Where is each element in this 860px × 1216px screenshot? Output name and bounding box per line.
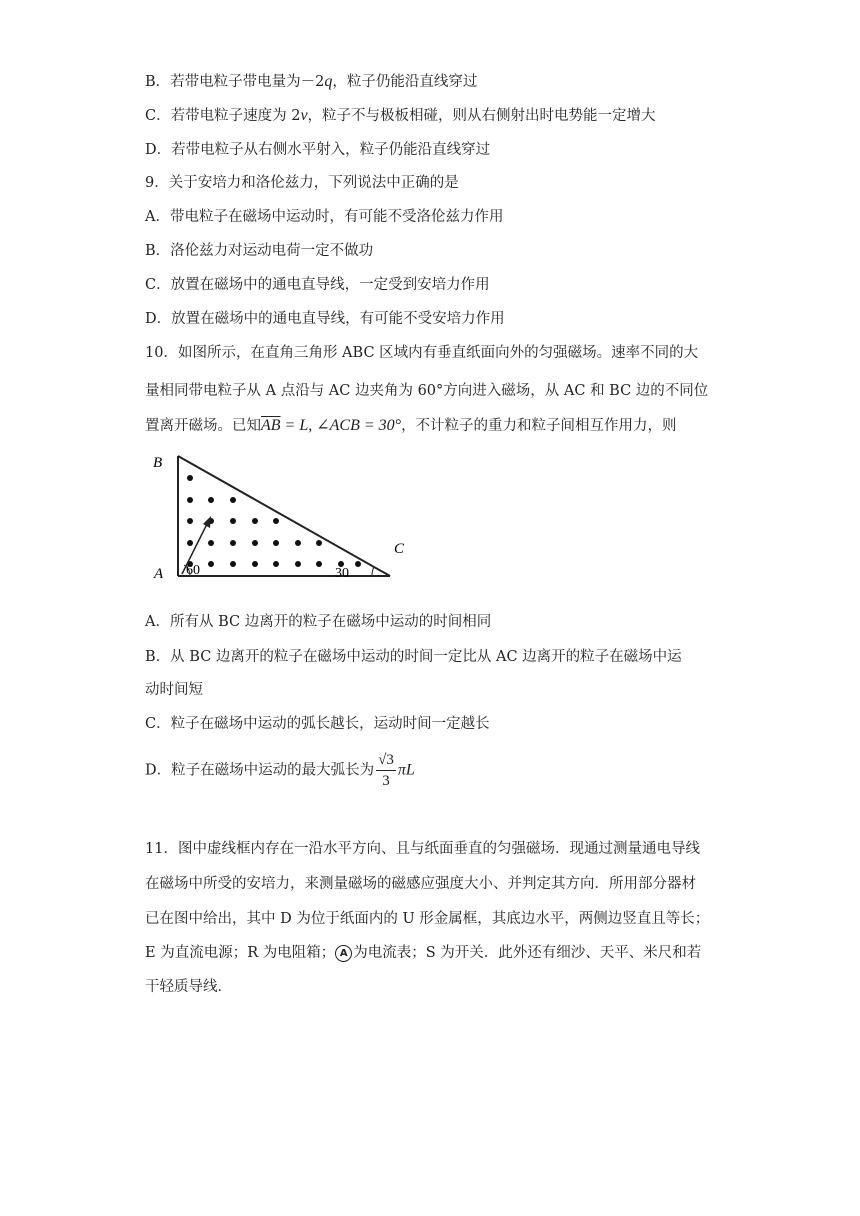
q11-line2: 在磁场中所受的安培力，来测量磁场的磁感应强度大小、并判定其方向．所用部分器材	[145, 876, 696, 892]
q10-option-a: A．所有从 BC 边离开的粒子在磁场中运动的时间相同	[145, 614, 492, 630]
magnetic-field-dots	[187, 475, 361, 567]
ammeter-icon: A	[335, 945, 352, 962]
field-dot	[273, 518, 279, 524]
q8-option-b-post: ，粒子仍能沿直线穿过	[332, 74, 478, 90]
field-dot	[316, 540, 322, 546]
q11-line1: 11．图中虚线框内存在一沿水平方向、且与纸面垂直的匀强磁场．现通过测量通电导线	[145, 841, 700, 857]
field-dot	[187, 540, 193, 546]
field-dot	[252, 561, 258, 567]
q8-option-c-post: ，粒子不与极板相碰，则从右侧射出时电势能一定增大	[307, 108, 656, 124]
q10-math-rest: = L, ∠ACB = 30°	[280, 417, 402, 434]
fraction-tail: πL	[397, 761, 415, 779]
field-dot	[187, 518, 193, 524]
fraction-denominator: 3	[382, 773, 390, 789]
q8-option-b	[145, 72, 477, 92]
q11-line3: 已在图中给出，其中 D 为位于纸面内的 U 形金属框，其底边水平，两侧边竖直且等长；	[145, 911, 710, 927]
field-dot	[208, 497, 214, 503]
q10-stem-line3	[145, 416, 677, 436]
field-dot	[230, 497, 236, 503]
field-dot	[208, 540, 214, 546]
angle-arc-c	[372, 567, 374, 576]
angle-label-a: 60	[186, 563, 200, 578]
q10-option-d	[145, 750, 415, 791]
field-dot	[252, 518, 258, 524]
field-dot	[230, 561, 236, 567]
q8-option-c	[145, 106, 656, 126]
q11-line4	[145, 943, 701, 963]
field-dot	[230, 540, 236, 546]
q8-option-c-pre: C．若带电粒子速度为 2	[145, 108, 301, 124]
field-dot	[187, 497, 193, 503]
field-dot	[187, 475, 193, 481]
q9-option-d: D．放置在磁场中的通电直导线，有可能不受安培力作用	[145, 311, 505, 327]
field-dot	[273, 561, 279, 567]
q11-line4-post: 为电流表；S 为开关．此外还有细沙、天平、米尺和若	[353, 945, 702, 961]
q9-option-b: B．洛伦兹力对运动电荷一定不做功	[145, 243, 374, 259]
q8-option-c-var: v	[300, 107, 308, 124]
q8-option-b-pre: B．若带电粒子带电量为－2	[145, 74, 325, 90]
q10-option-b-line1: B．从 BC 边离开的粒子在磁场中运动的时间一定比从 AC 边离开的粒子在磁场中运	[145, 649, 682, 665]
q10-option-d-pre: D．粒子在磁场中运动的最大弧长为	[145, 762, 375, 779]
field-dot	[273, 540, 279, 546]
q9-option-c: C．放置在磁场中的通电直导线，一定受到安培力作用	[145, 277, 490, 293]
q11-line5: 干轻质导线．	[145, 979, 232, 995]
velocity-arrow-head	[203, 516, 211, 528]
fraction	[376, 750, 396, 791]
vertex-label-a: A	[154, 566, 164, 582]
q9-stem: 9．关于安培力和洛伦兹力，下列说法中正确的是	[145, 175, 459, 191]
q10-stem-line2: 量相同带电粒子从 A 点沿与 AC 边夹角为 60°方向进入磁场，从 AC 和 BC 边的不同位	[145, 383, 709, 399]
q11-line4-pre: E 为直流电源；R 为电阻箱；	[145, 945, 336, 961]
q10-option-c: C．粒子在磁场中运动的弧长越长，运动时间一定越长	[145, 716, 490, 732]
triangle-field-figure	[150, 450, 410, 585]
field-dot	[295, 540, 301, 546]
q9-option-a: A．带电粒子在磁场中运动时，有可能不受洛伦兹力作用	[145, 209, 504, 225]
q10-stem-line1: 10．如图所示，在直角三角形 ABC 区域内有垂直纸面向外的匀强磁场。速率不同的大	[145, 345, 699, 361]
field-dot	[252, 540, 258, 546]
field-dot	[316, 561, 322, 567]
field-dot	[295, 561, 301, 567]
vertex-label-c: C	[394, 541, 405, 557]
vertex-label-b: B	[153, 455, 163, 471]
field-dot	[230, 518, 236, 524]
q8-option-b-var: q	[324, 73, 333, 90]
fraction-numerator: √3	[376, 750, 396, 771]
q10-option-b-line2: 动时间短	[145, 682, 203, 698]
field-dot	[355, 561, 361, 567]
q10-stem-line3-pre: 置离开磁场。已知	[145, 418, 261, 434]
q10-math-ab: $\overline{AB}$	[261, 417, 281, 434]
q10-stem-line3-post: ，不计粒子的重力和粒子间相互作用力，则	[401, 418, 677, 434]
q8-option-d: D．若带电粒子从右侧水平射入，粒子仍能沿直线穿过	[145, 142, 491, 158]
angle-label-c: 30	[335, 566, 349, 581]
side-bc	[178, 456, 390, 576]
field-dot	[208, 561, 214, 567]
